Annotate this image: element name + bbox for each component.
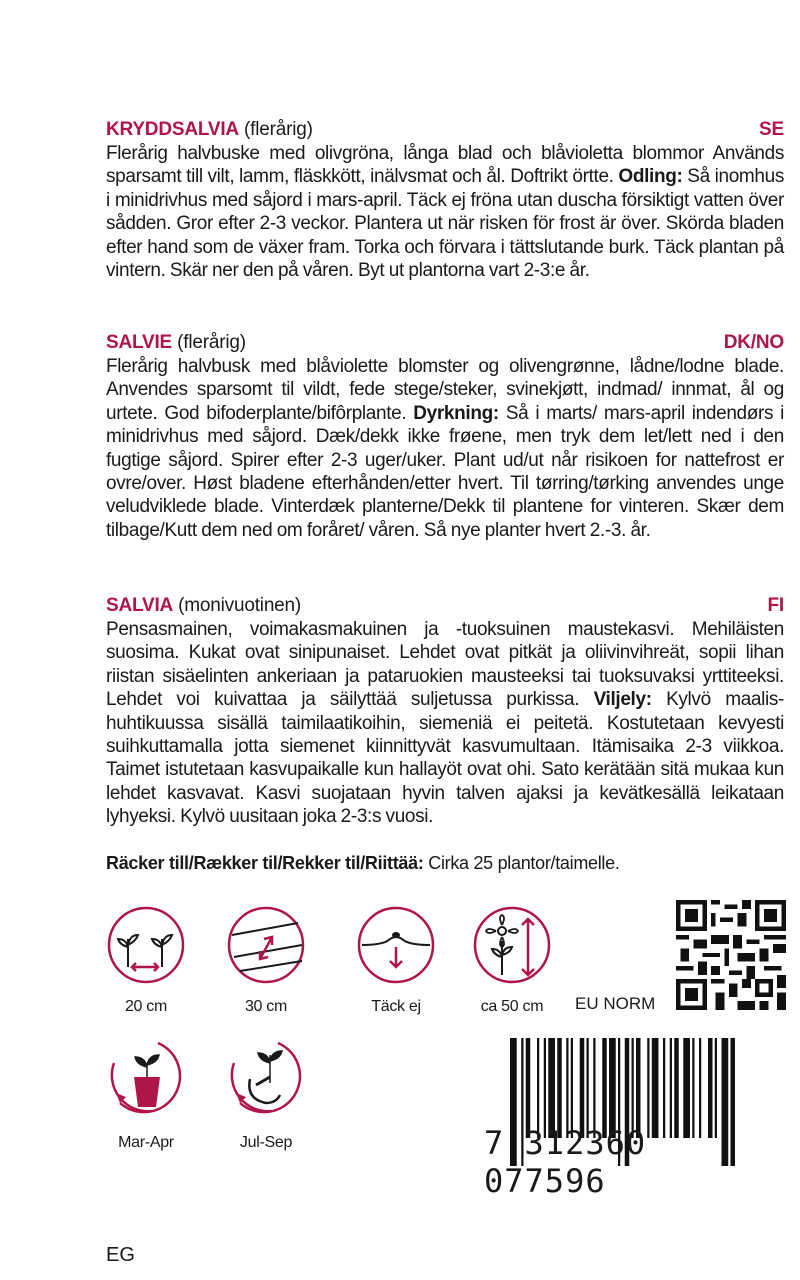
section-finnish [106, 594, 784, 829]
plant-spacing-icon [106, 905, 186, 985]
text-run-bold: Odling: [618, 166, 683, 188]
herb-qualifier: (monivuotinen) [178, 595, 302, 616]
section-body [106, 142, 784, 282]
cover-label: Täck ej [371, 998, 421, 1015]
eu-norm-label: EU NORM [575, 994, 656, 1013]
text-run: Pensasmainen, voimakasmakuinen ja -tuoksuinen maustekasvi. Mehiläisten suosima. Kukat ovat sinipunaiset. Lehdet ovat pitkät ja oliivinvihreät, sopii lihan riistan sisäelinten ankeriaan ja pataruokien mausteeksi tai tuoksuvaksi yrttiteeksi. Lehdet voi kuivattaa ja säilyttää suljetussa purkissa. [106, 619, 784, 711]
footer-code: EG [106, 1244, 135, 1266]
yield-value: Cirka 25 plantor/taimelle. [423, 853, 620, 873]
section-danish-norwegian [106, 331, 784, 542]
harvest-time-icon [226, 1037, 306, 1117]
section-header [106, 118, 784, 142]
yield-line [106, 853, 620, 874]
section-swedish [106, 118, 784, 282]
plant-spacing-label: 20 cm [124, 998, 168, 1015]
row-spacing-label: 30 cm [244, 998, 288, 1015]
yield-label: Räcker till/Rækker til/Rekker til/Riittää: [106, 853, 424, 873]
harvest-time-label: Jul-Sep [239, 1134, 293, 1151]
herb-name: SALVIA [106, 595, 174, 616]
section-body [106, 355, 784, 542]
language-code: SE [759, 119, 784, 140]
language-code: DK/NO [723, 332, 784, 353]
section-header [106, 331, 784, 355]
text-run-bold: Viljely: [593, 689, 652, 711]
herb-name: KRYDDSALVIA [106, 119, 239, 140]
section-header [106, 594, 784, 618]
text-run: Flerårig halvbuske med olivgröna, långa blad och blåvioletta blommor Används sparsamt till vilt, lamm, fläskkött, inälvsmat och ål. Doftrikt örtte. [106, 143, 784, 188]
text-run: Så inomhus i minidrivhus med såjord i mars-april. Täck ej fröna utan duscha försiktigt vatten över sådden. Gror efter 2-3 veckor. Plantera ut när risken för frost är över. Skörda bladen efter hand som de växer fram. Torka och förvara i tättslutande burk. Täck plantan på vintern. Skär ner den på våren. Byt ut plantorna vart 2-3:e år. [106, 166, 784, 282]
row-spacing-icon [226, 905, 306, 985]
barcode-digits: 7 312360 077596 [484, 1124, 647, 1200]
sowing-time-icon [106, 1037, 186, 1117]
language-code: FI [767, 595, 784, 616]
herb-name: SALVIE [106, 332, 173, 353]
section-body [106, 618, 784, 829]
qr-code [676, 900, 786, 1010]
sowing-time-label: Mar-Apr [118, 1134, 174, 1151]
plant-height-label: ca 50 cm [480, 998, 544, 1015]
text-run: Kylvö maalis-huhtikuussa sisällä taimilaatikoihin, siemeniä ei peitetä. Kostutetaan kevyesti suihkuttamalla jotta siemenet kiinnittyvät kasvumultaan. Itämisaika 2-3 viikkoa. Taimet istutetaan kasvupaikalle kun hallayöt ovat ohi. Sato kerätään sitä mukaa kun lehdet kasvavat. Kasvi suojataan hyvin talven ajaksi ja kevätkesällä leikataan lyhyeksi. Kylvö uusitaan joka 2-3:s vuosi. [106, 689, 784, 828]
text-run: Så i marts/ mars-april indendørs i minidrivhus med såjord. Dæk/dekk ikke frøene, men tryk dem let/lett ned i den fugtige såjord. Spirer efter 2-3 uger/uker. Plant ud/ut når risikoen for nattefrost er ovre/over. Høst bladene efterhånden/etter hvert. Til tørring/tørking anvendes unge veludviklede blade. Vinterdæk planterne/Dekk til plantene for vinteren. Skær dem tilbage/Kutt dem ned om foråret/ våren. Så nye planter hvert 2.-3. år. [106, 402, 784, 541]
herb-qualifier: (flerårig) [177, 332, 246, 353]
sowing-depth-icon [356, 905, 436, 985]
text-run-bold: Dyrkning: [413, 402, 499, 424]
text-run: Flerårig halvbusk med blåviolette blomster og olivengrønne, lådne/lodne blade. Anvendes sparsomt til vildt, fede stege/steker, svinekjøtt, indmad/ innmat, ål og urtete. God bifoderplante/bifôrplante. [106, 356, 784, 424]
herb-qualifier: (flerårig) [244, 119, 313, 140]
plant-height-icon [472, 905, 552, 985]
